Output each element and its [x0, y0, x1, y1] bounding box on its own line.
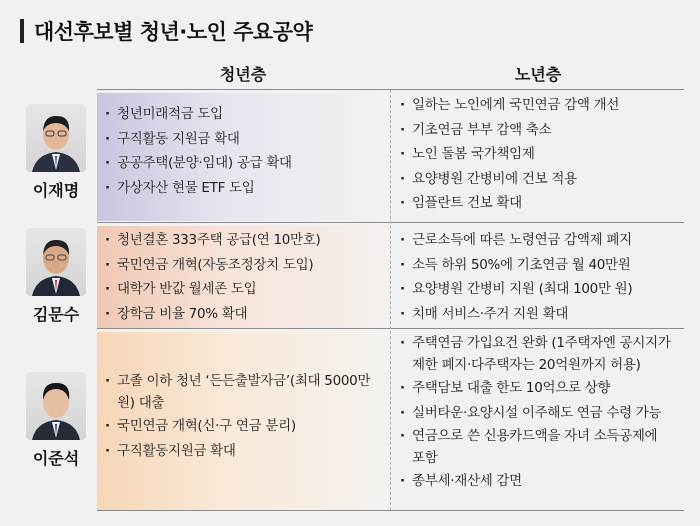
pledge-item: · 종부세·재산세 감면 — [392, 469, 684, 494]
candidate-lee-junseok — [16, 372, 96, 469]
senior-pledges-junseok — [392, 332, 684, 510]
senior-pledges-kim — [392, 226, 684, 328]
pledge-item: · 국민연금 개혁(자동조정장치 도입) — [97, 253, 389, 278]
pledge-item: · 청년결혼 333주택 공급(연 10만호) — [97, 228, 389, 253]
candidate-lee-jaemyung — [16, 104, 96, 201]
pledge-item: · 공공주택(분양·임대) 공급 확대 — [97, 151, 389, 176]
pledge-item: · 연금으로 쓴 신용카드액을 자녀 소득공제에 포함 — [392, 425, 684, 469]
pledge-item: · 요양병원 간병비 지원 (최대 100만 원) — [392, 277, 684, 302]
candidate-name: 이준석 — [32, 449, 80, 468]
pledge-item: · 근로소득에 따른 노령연금 감액제 폐지 — [392, 228, 684, 253]
page-title — [20, 14, 312, 48]
column-header-youth: 청년층 — [219, 65, 267, 84]
pledge-item: · 장학금 비율 70% 확대 — [97, 302, 389, 327]
pledge-item: · 요양병원 간병비에 건보 적용 — [392, 167, 684, 192]
column-header-senior: 노년층 — [514, 65, 562, 84]
pledge-item: · 가상자산 현물 ETF 도입 — [97, 176, 389, 201]
pledge-item: · 구직활동지원금 확대 — [97, 439, 389, 464]
pledge-item: · 청년미래적금 도입 — [97, 102, 389, 127]
youth-pledges-kim — [97, 226, 389, 328]
pledge-item: · 구직활동 지원금 확대 — [97, 127, 389, 152]
pledge-item: · 고졸 이하 청년 ‘든든출발자금’(최대 5000만원) 대출 — [97, 370, 389, 414]
table-bottom-border — [97, 510, 684, 511]
candidate-name: 김문수 — [32, 305, 80, 324]
youth-pledges-lee — [97, 93, 389, 221]
title-accent-bar — [20, 19, 24, 43]
pledge-item: · 주택담보 대출 한도 10억으로 상향 — [392, 376, 684, 401]
pledge-item: · 실버타운·요양시설 이주해도 연금 수령 가능 — [392, 401, 684, 426]
pledge-item: · 임플란트 건보 확대 — [392, 191, 684, 216]
pledge-item: · 치매 서비스·주거 지원 확대 — [392, 302, 684, 327]
avatar — [26, 372, 86, 440]
avatar — [26, 104, 86, 172]
youth-pledges-junseok — [97, 332, 389, 510]
pledge-item: · 국민연금 개혁(신·구 연금 분리) — [97, 414, 389, 439]
avatar — [26, 228, 86, 296]
senior-pledges-lee — [392, 93, 684, 221]
candidate-kim-moonsoo — [16, 228, 96, 325]
pledge-item: · 일하는 노인에게 국민연금 감액 개선 — [392, 93, 684, 118]
pledge-item: · 소득 하위 50%에 기초연금 월 40만원 — [392, 253, 684, 278]
pledge-item: · 주택연금 가입요건 완화 (1주택자엔 공시지가 제한 폐지·다주택자는 20억원까지 허용) — [392, 332, 684, 376]
candidate-name: 이재명 — [32, 181, 80, 200]
pledge-item: · 기초연금 부부 감액 축소 — [392, 118, 684, 143]
title-text: 대선후보별 청년·노인 주요공약 — [34, 20, 313, 44]
pledge-item: · 대학가 반값 월세존 도입 — [97, 277, 389, 302]
column-divider — [390, 90, 391, 510]
pledge-item: · 노인 돌봄 국가책임제 — [392, 142, 684, 167]
